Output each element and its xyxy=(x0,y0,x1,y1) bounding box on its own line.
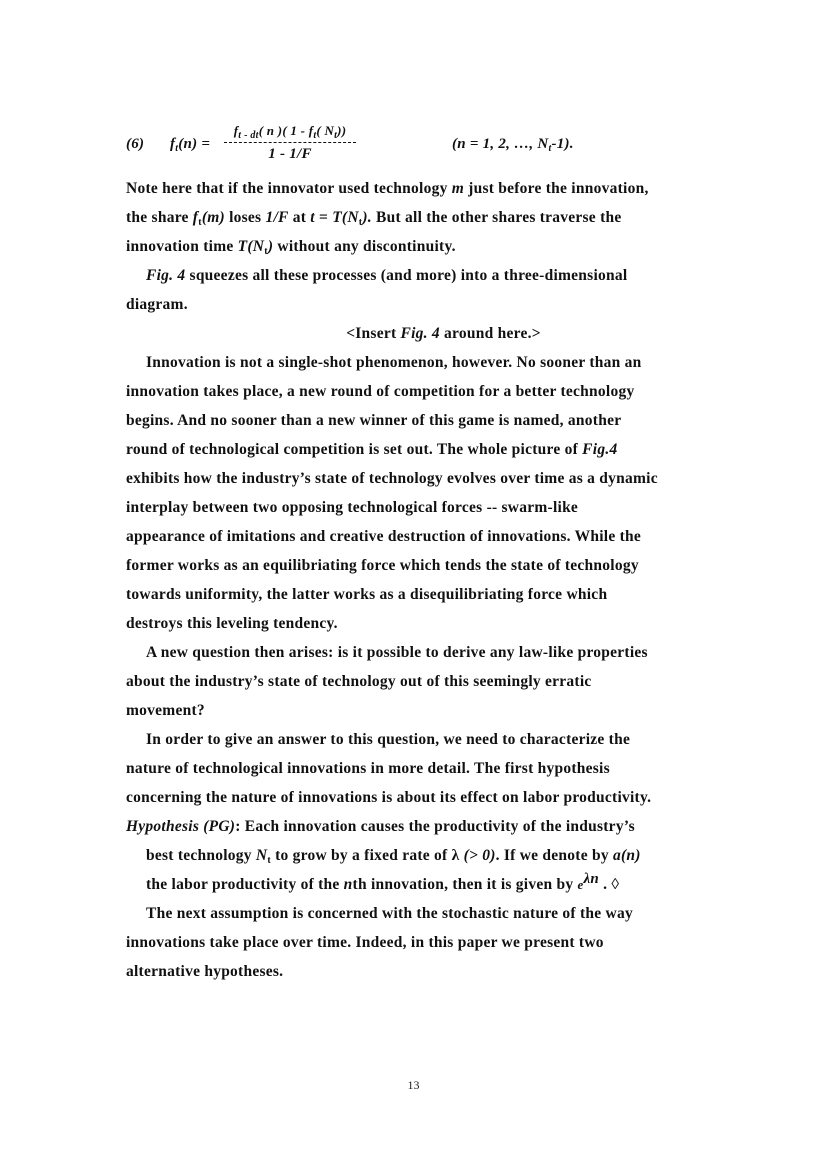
hypothesis-label: Hypothesis (PG) xyxy=(126,818,236,835)
equation-number: (6) xyxy=(126,136,145,152)
page-number: 13 xyxy=(407,1078,420,1092)
exponential-expression: $e^{\lambda n}$ xyxy=(577,871,600,892)
page-body xyxy=(126,120,761,986)
paragraph-next-assumption: The next assumption is concerned with the stochastic nature of the way innovations take place over time. Indeed, in this paper we present two alternative hypotheses. xyxy=(126,905,633,980)
paragraph-fig4: Fig. 4 squeezes all these processes (and more) into a three-dimensional diagram. xyxy=(126,267,628,313)
equation-denominator: 1 - 1/F xyxy=(268,146,312,162)
paragraph-innovation: Innovation is not a single-shot phenomenon, however. No sooner than an innovation takes place, a new round of competition for a better technology begins. And no sooner than a new winner of this game is named, another round of technological competition is set out. The whole picture of Fig.4 exhibits how the industry’s state of technology evolves over time as a dynamic interplay between two opposing technological forces -- swarm-like appearance of imitations and creative destruction of innovations. While the former works as an equilibriating force which tends the state of technology towards uniformity, the latter works as a disequilibriating force which destroys this leveling tendency. xyxy=(126,354,658,632)
insert-figure-note: <Insert Fig. 4 around here.> xyxy=(346,325,541,342)
equation-numerator: $f_{t - dt}$( n )( $1 - f_t$( $N_t$)) xyxy=(233,123,347,141)
paragraph-question: A new question then arises: is it possible to derive any law-like properties about the industry’s state of technology out of this seemingly erratic movement? xyxy=(126,644,648,719)
equation-condition: (n = 1, 2, …, $N_t-1$). xyxy=(452,136,574,154)
equation-lhs: $f_t(n)$ = xyxy=(170,136,211,154)
paragraph-answer: In order to give an answer to this question, we need to characterize the nature of technological innovations in more detail. The first hypothesis concerning the nature of innovations is about its effect on labor productivity. xyxy=(126,731,652,806)
equation-6 xyxy=(126,120,761,170)
equation-fraction xyxy=(222,120,358,165)
paragraph-note: Note here that if the innovator used technology m just before the innovation, the share $f_t(m)$ loses 1/F at $t = T(N_t)$. But all the other shares traverse the innovation time $T(N_t)$ without any discontinuity. xyxy=(126,180,649,257)
hypothesis-pg: Hypothesis (PG): Each innovation causes the productivity of the industry’s best technology $N_t$ to grow by a fixed rate of λ (> 0). If we denote by a(n) the labor productivity of the nth innovation, then it is given by $e^{\lambda n}$ . ◊ xyxy=(126,818,641,893)
